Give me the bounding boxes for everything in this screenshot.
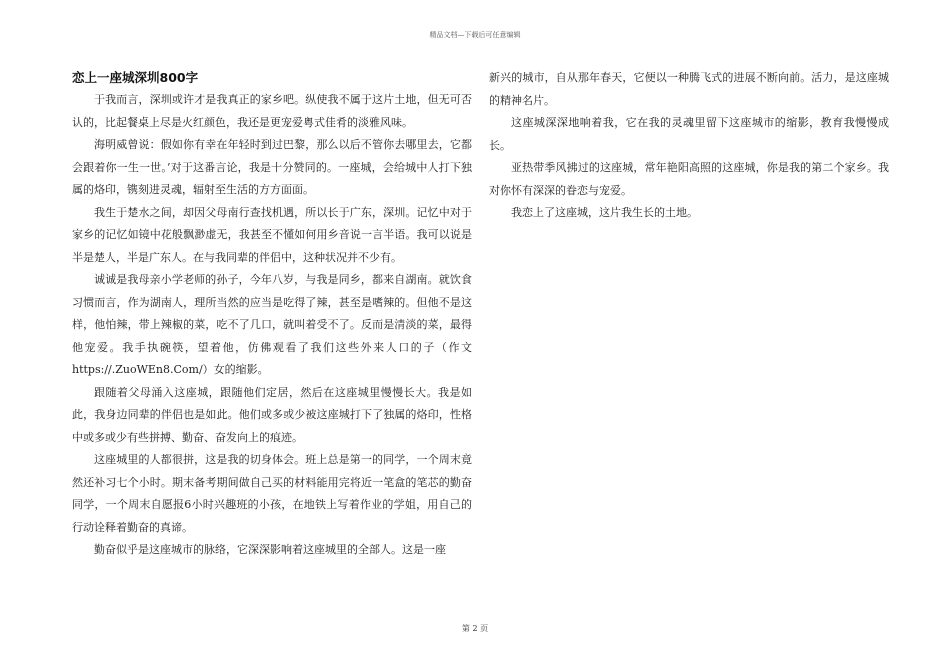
right-column-body	[489, 67, 889, 225]
paragraph: 新兴的城市，自从那年春天，它便以一种腾飞式的进展不断向前。活力，是这座城的精神名片。	[489, 71, 889, 107]
paragraph: 于我而言，深圳或许才是我真正的家乡吧。纵使我不属于这片土地，但无可否认的，比起餐桌上尽是火红颜色，我还是更宠爱粤式佳肴的淡雅风味。	[72, 93, 472, 129]
article-title: 恋上一座城深圳800字	[72, 70, 199, 85]
paragraph: 亚热带季风拂过的这座城，常年艳阳高照的这座城，你是我的第二个家乡。我对你怀有深深的眷恋与宠爱。	[489, 161, 889, 197]
paragraph: 勤奋似乎是这座城市的脉络，它深深影响着这座城里的全部人。这是一座	[94, 543, 446, 556]
paragraph: 我生于楚水之间，却因父母南行查找机遇，所以长于广东，深圳。记忆中对于家乡的记忆如镜中花般飘渺虚无，我甚至不懂如何用乡音说一言半语。我可以说是半是楚人，半是广东人。在与我同辈的伴侣中，这种状况并不少有。	[72, 205, 472, 264]
paragraph: 海明威曾说：假如你有幸在年轻时到过巴黎，那么以后不管你去哪里去，它都会跟着你一生一世。’对于这番言论，我是十分赞同的。一座城，会给城中人打下独属的烙印，镌刻进灵魂，辐射至生活的方方面面。	[72, 138, 472, 196]
left-column	[72, 67, 472, 562]
paragraph: 这座城深深地响着我，它在我的灵魂里留下这座城市的缩影，教育我慢慢成长。	[489, 116, 889, 152]
paragraph: 诚诚是我母亲小学老师的孙子，今年八岁，与我是同乡，都来自湖南。就饮食习惯而言，作为湖南人，理所当然的应当是吃得了辣，甚至是嗜辣的。但他不是这样，他怕辣，带上辣椒的菜，吃不了几口，就叫着受不了。反而是清淡的菜，最得他宠爱。我手执碗筷，望着他，仿佛观看了我们这些外来人口的子（作文https://.ZuoWEn8.Com/）女的缩影。	[72, 273, 472, 376]
page-number: 第 2 页	[461, 624, 489, 633]
paragraph: 这座城里的人都很拼，这是我的切身体会。班上总是第一的同学，一个周末竟然还补习七个小时。期末备考期间做自己买的材料能用完将近一笔盒的笔芯的勤奋同学，一个周末自愿报6小时兴趣班的小孩，在地铁上写着作业的学姐，用自己的行动诠释着勤奋的真谛。	[72, 453, 472, 534]
paragraph: 跟随着父母涌入这座城，跟随他们定居，然后在这座城里慢慢长大。我是如此，我身边同辈的伴侣也是如此。他们或多或少被这座城打下了独属的烙印，性格中或多或少有些拼搏、勤奋、奋发向上的痕迹。	[72, 385, 472, 444]
paragraph: 我恋上了这座城，这片我生长的土地。	[511, 206, 698, 219]
page-header: 精品文档—下载后可任意编辑	[429, 31, 521, 39]
right-column	[489, 67, 889, 225]
left-column-body	[72, 89, 472, 562]
